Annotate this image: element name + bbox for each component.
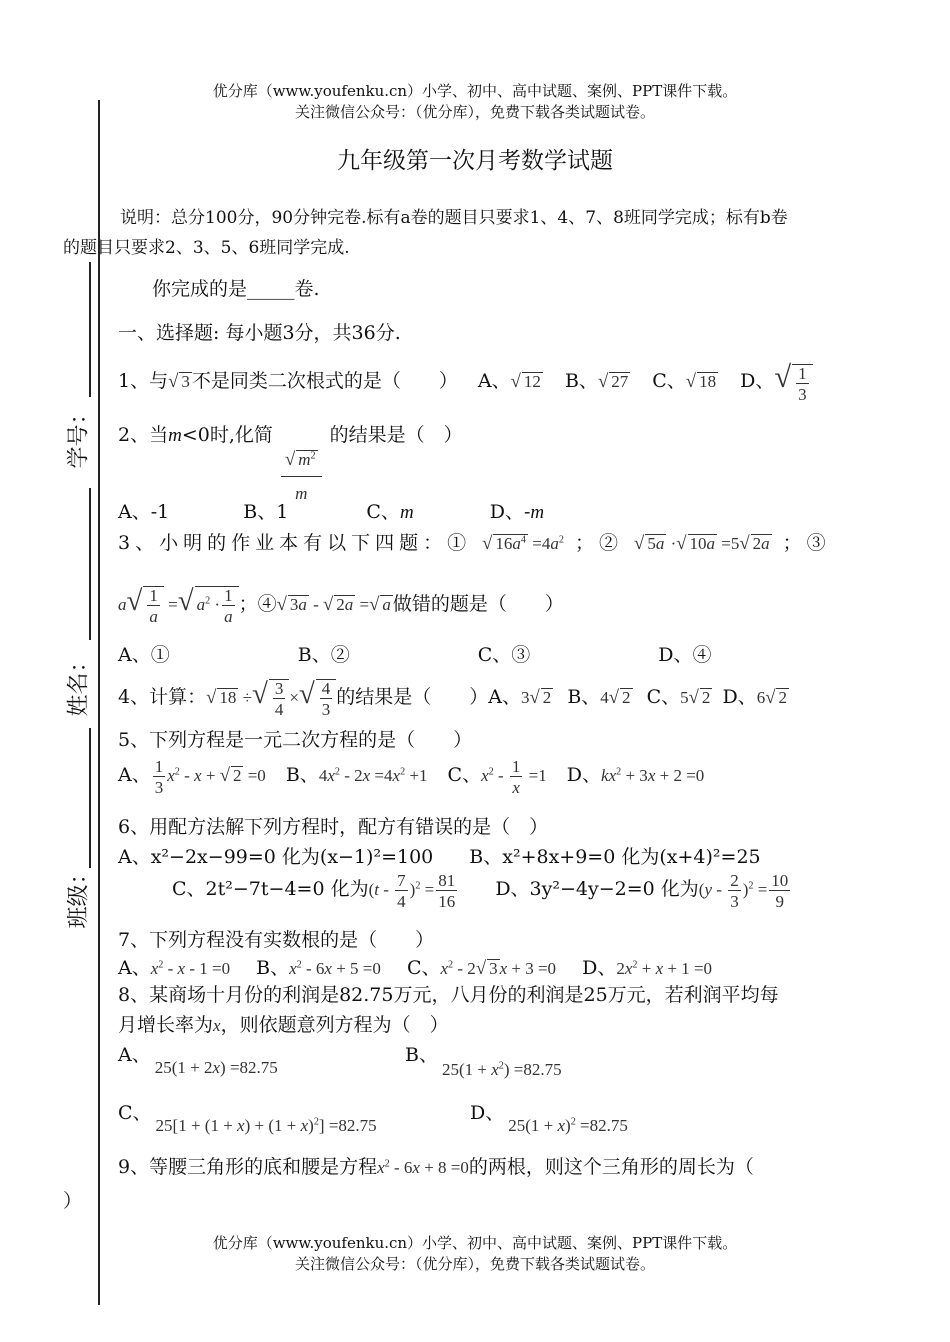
section-1-title: 一、选择题: 每小题3分，共36分. [118,322,401,344]
question-6-options-cd: C、2t²−7t−4=0 化为(t - $\frac{7}{4}$ )$^2$ = $\frac{81}{16}$ D、3y²−4y−2=0 化为(y - $\frac{2}{3}$ )$^2$ = $\frac{10}{9}$ [172,871,789,911]
question-8-line-1: 8、某商场十月份的利润是82.75万元，八月份的利润是25万元，若利润平均每 [118,984,779,1006]
question-8-option-c: C、$25[1 + (1 + x) + (1 + x)^2] =82.75$ [118,1102,377,1135]
header-line-2: 关注微信公众号：（优分库），免费下载各类试题试卷。 [294,103,655,121]
question-7: 7、下列方程没有实数根的是（ ） [118,929,435,951]
footer-line-2: 关注微信公众号：（优分库），免费下载各类试题试卷。 [294,1255,655,1273]
banji-write-line [89,728,91,868]
xuehao-label: 学号： [66,402,92,469]
question-6-options-ab: A、x²−2x−99=0 化为(x−1)²=100 B、x²+8x+9=0 化为(x+4)²=25 [118,846,761,868]
question-8-line-2: 月增长率为x，则依题意列方程为（ ） [118,1014,449,1036]
question-8-option-a: A、25(1 + 2x) =82.75 [118,1044,278,1077]
page-title: 九年级第一次月考数学试题 [337,148,613,174]
binding-line [98,100,100,1305]
header-line-1: 优分库（www.youfenku.cn）小学、初中、高中试题、案例、PPT课件下载。 [212,82,738,100]
banji-label: 班级： [66,862,92,929]
question-9: 9、等腰三角形的底和腰是方程$x^2 - 6x + 8 =0$的两根，则这个三角形的周长为（ [118,1156,754,1178]
question-9-close: ） [63,1190,83,1212]
note-line-1: 说明：总分100分，90分钟完卷.标有a卷的题目只要求1、4、7、8班同学完成；标有b卷 [120,208,788,228]
question-5-options: A、 $\frac{1}{3}$ $x^2$ - x + √ 2 =0 B、$4x^2 - 2x =4x^2 +1$ C、$x^2$ - $\frac{1}{x}$ =1 D、$kx^2 + 3x + 2 =0$ [118,757,705,797]
xingming-write-line [89,488,91,640]
xingming-label: 姓名： [66,650,92,717]
xuehao-write-line [89,262,91,397]
question-3-options: A、① B、② C、③ D、④ [118,644,712,666]
question-8-option-b: B、$25(1 + x^2) =82.75$ [405,1044,562,1079]
question-2-options: A、-1 B、1 C、m D、-m [118,501,545,523]
footer-line-1: 优分库（www.youfenku.cn）小学、初中、高中试题、案例、PPT课件下载。 [212,1234,738,1252]
question-2: 2、当m<0时,化简 $\frac{√ m^2}{m}$ 的结果是（ ） [118,424,463,503]
question-3-cont: a√ $\frac{1}{a}$ =√ $a^2$ · $\frac{1}{a}$ ；④√ 3a - √ 2a =√ a 做错的题是（ ） [118,585,564,627]
question-3: 3、小明的作业本有以下四题：① √ $16a^4 =4a^2$ ；② √ 5a ·√ 10a =5√ 2a ；③ [118,532,831,554]
question-7-options: A、$x^2 - x - 1 =0$ B、$x^2 - 6x + 5 =0$ C、$x^2 - 2√$ 3 x + 3 =0 D、$2x^2 + x + 1 =0$ [118,957,713,979]
question-5: 5、下列方程是一元二次方程的是（ ） [118,729,473,751]
question-1: 1、与√ 3 不是同类二次根式的是（ ） A、√ 12 B、√ 27 C、√ 18 D、√ $\frac{1}{3}$ [118,360,813,403]
question-8-option-d: D、$25(1 + x)^2 =82.75$ [470,1102,628,1135]
question-4: 4、计算：√ 18 ÷√ $\frac{3}{4}$ ×√ $\frac{4}{3}$ 的结果是（ ）A、3√ 2 B、4√ 2 C、5√ 2 D、6√ 2 [118,678,787,720]
note-line-2: 的题目只要求2、3、5、6班同学完成. [63,238,350,258]
question-6: 6、用配方法解下列方程时，配方有错误的是（ ） [118,816,549,838]
completed-line: 你完成的是_____卷. [152,278,320,300]
